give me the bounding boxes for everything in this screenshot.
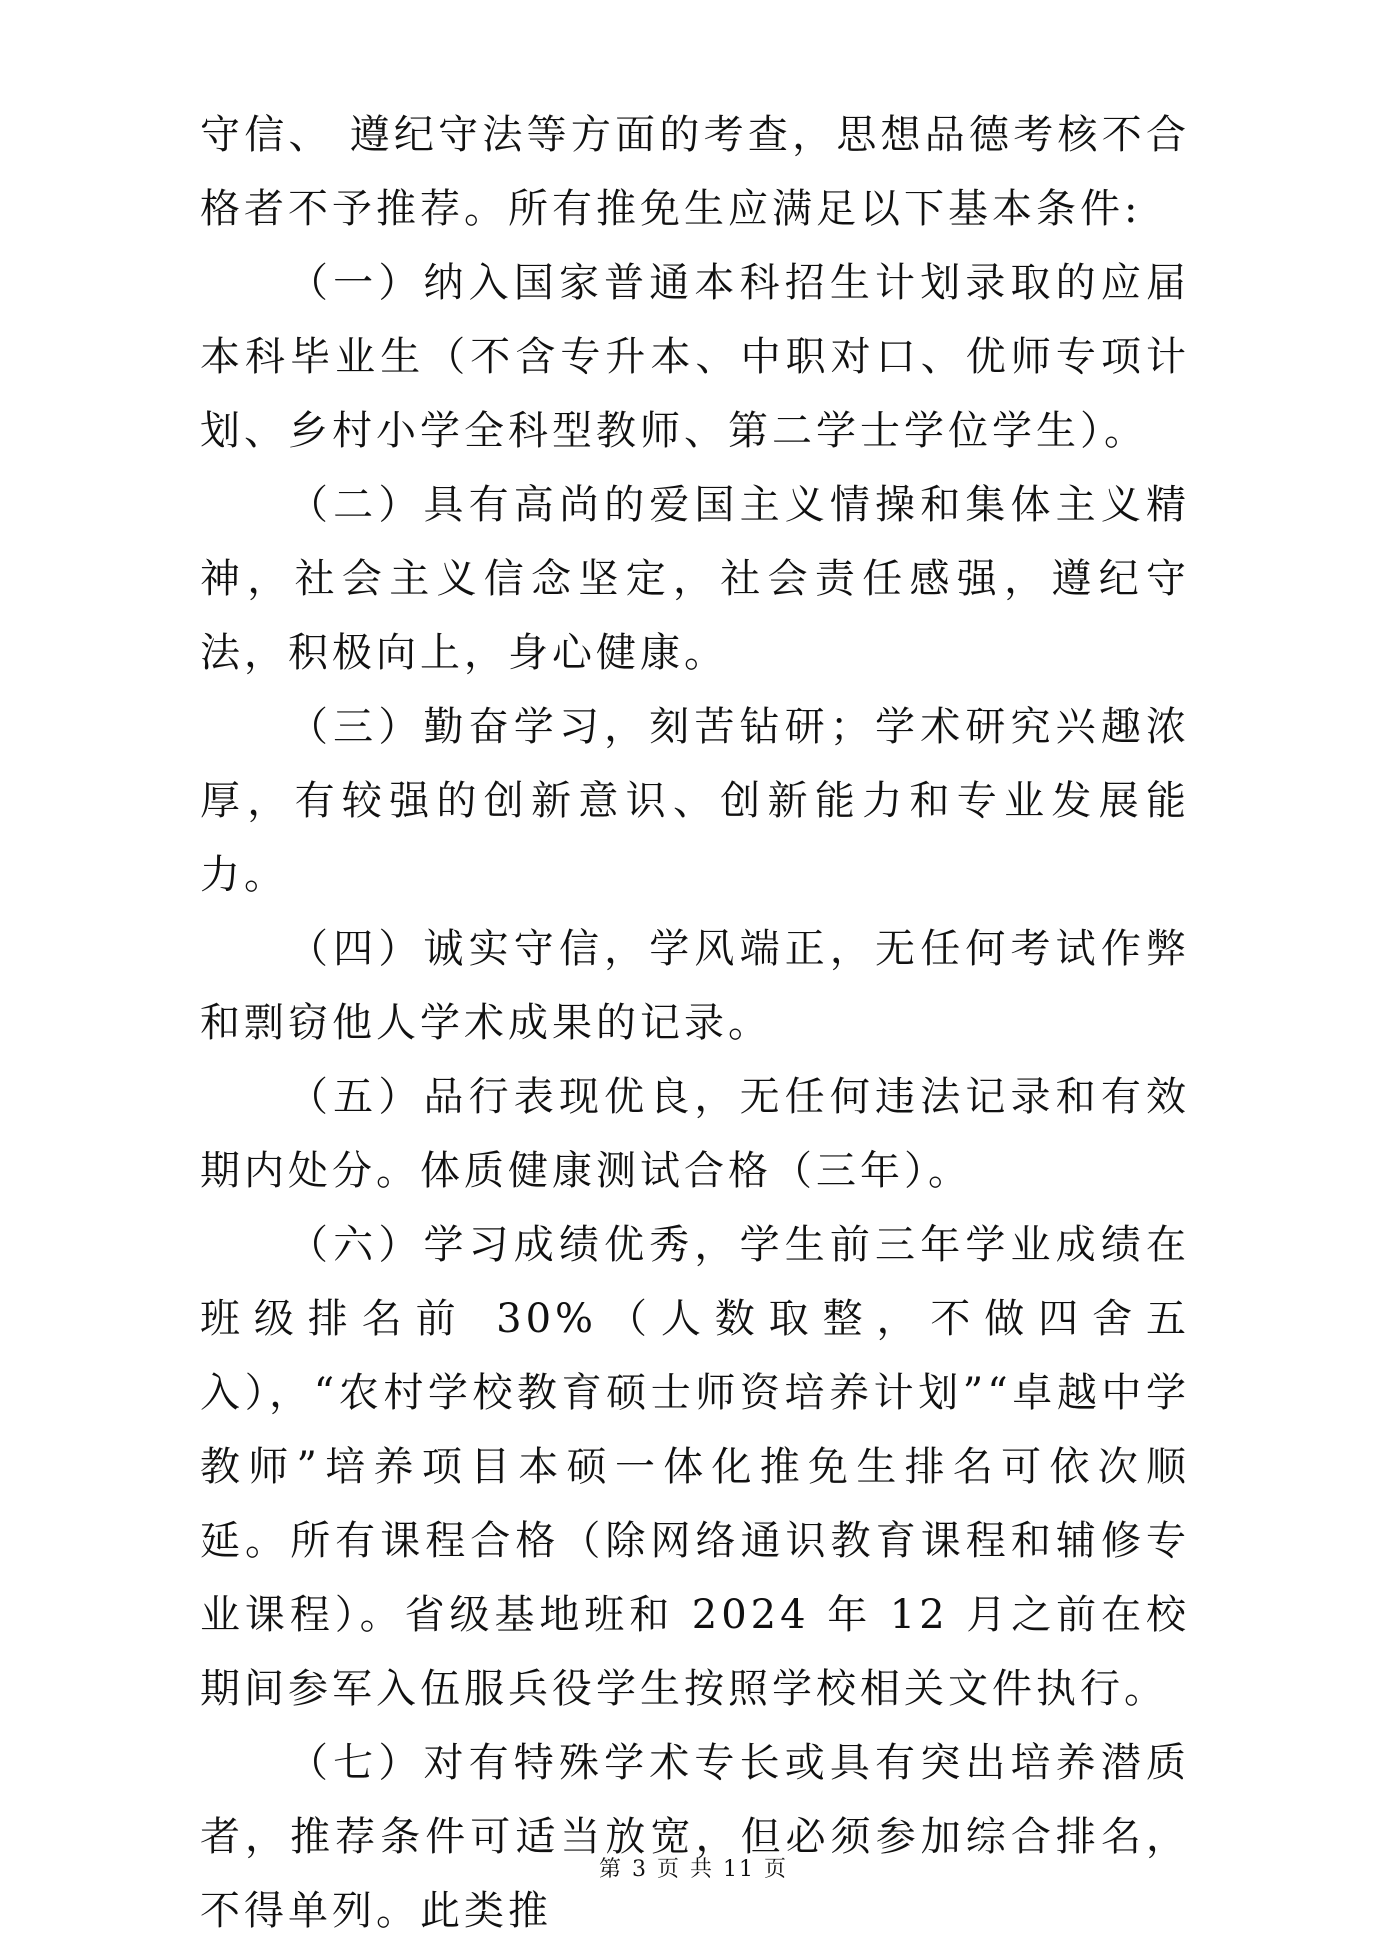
paragraph-condition-3: （三）勤奋学习，刻苦钻研；学术研究兴趣浓厚，有较强的创新意识、创新能力和专业发展能力。 xyxy=(200,704,1190,898)
paragraph-intro-continuation: 守信、 遵纪守法等方面的考查，思想品德考核不合格者不予推荐。所有推免生应满足以下基本条件: xyxy=(200,112,1190,232)
paragraph-condition-7: （七）对有特殊学术专长或具有突出培养潜质者，推荐条件可适当放宽，但必须参加综合排名，不得单列。此类推 xyxy=(200,1740,1190,1934)
paragraph-condition-2: （二）具有高尚的爱国主义情操和集体主义精神，社会主义信念坚定，社会责任感强，遵纪守法，积极向上，身心健康。 xyxy=(200,482,1190,676)
page-number-footer: 第 3 页 共 11 页 xyxy=(599,1857,788,1882)
document-body xyxy=(200,98,1190,1948)
paragraph-condition-5: （五）品行表现优良，无任何违法记录和有效期内处分。体质健康测试合格（三年）。 xyxy=(200,1074,1190,1194)
paragraph-condition-6: （六）学习成绩优秀，学生前三年学业成绩在班级排名前 30%（人数取整，不做四舍五入），“农村学校教育硕士师资培养计划”“卓越中学教师”培养项目本硕一体化推免生排名可依次顺延。所有课程合格（除网络通识教育课程和辅修专业课程）。省级基地班和 2024 年 12 月之前在校期间参军入伍服兵役学生按照学校相关文件执行。 xyxy=(200,1222,1190,1712)
paragraph-condition-1: （一）纳入国家普通本科招生计划录取的应届本科毕业生（不含专升本、中职对口、优师专项计划、乡村小学全科型教师、第二学士学位学生）。 xyxy=(200,260,1190,454)
paragraph-condition-4: （四）诚实守信，学风端正，无任何考试作弊和剽窃他人学术成果的记录。 xyxy=(200,926,1190,1046)
